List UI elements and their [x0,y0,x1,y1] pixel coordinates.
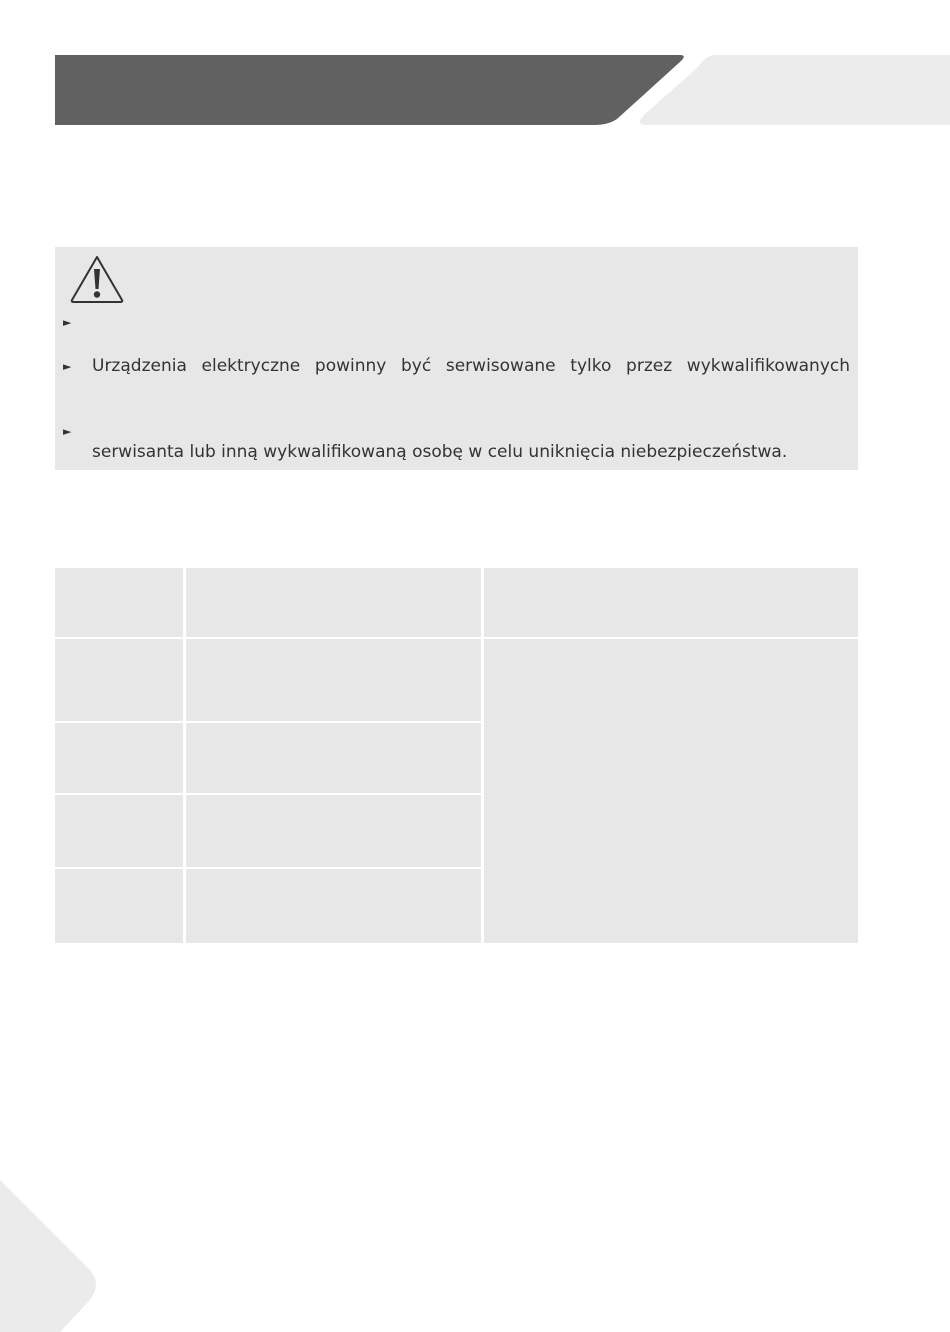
bullet-arrow-icon: ► [63,425,72,438]
warning-item [55,354,858,378]
table-divider [183,568,186,943]
table-divider [55,637,858,639]
table-divider [55,867,483,869]
warning-box [55,247,858,470]
bullet-arrow-icon: ► [63,316,72,329]
bullet-arrow-icon: ► [63,360,72,373]
table-divider [481,568,484,943]
warning-triangle-icon [69,253,125,305]
table-divider [55,721,483,723]
warning-item [55,419,858,467]
header-tab [638,55,950,127]
warning-item-text: serwisanta lub inną wykwalifikowaną osobę w celu uniknięcia niebezpieczeństwa. [92,442,788,462]
warning-item [55,311,858,335]
corner-decoration [0,1180,110,1332]
spec-table [55,568,858,943]
table-divider [55,793,483,795]
warning-item-text: Urządzenia elektryczne powinny być serwisowane tylko przez wykwalifikowanych [92,356,850,376]
header-banner [55,55,687,127]
